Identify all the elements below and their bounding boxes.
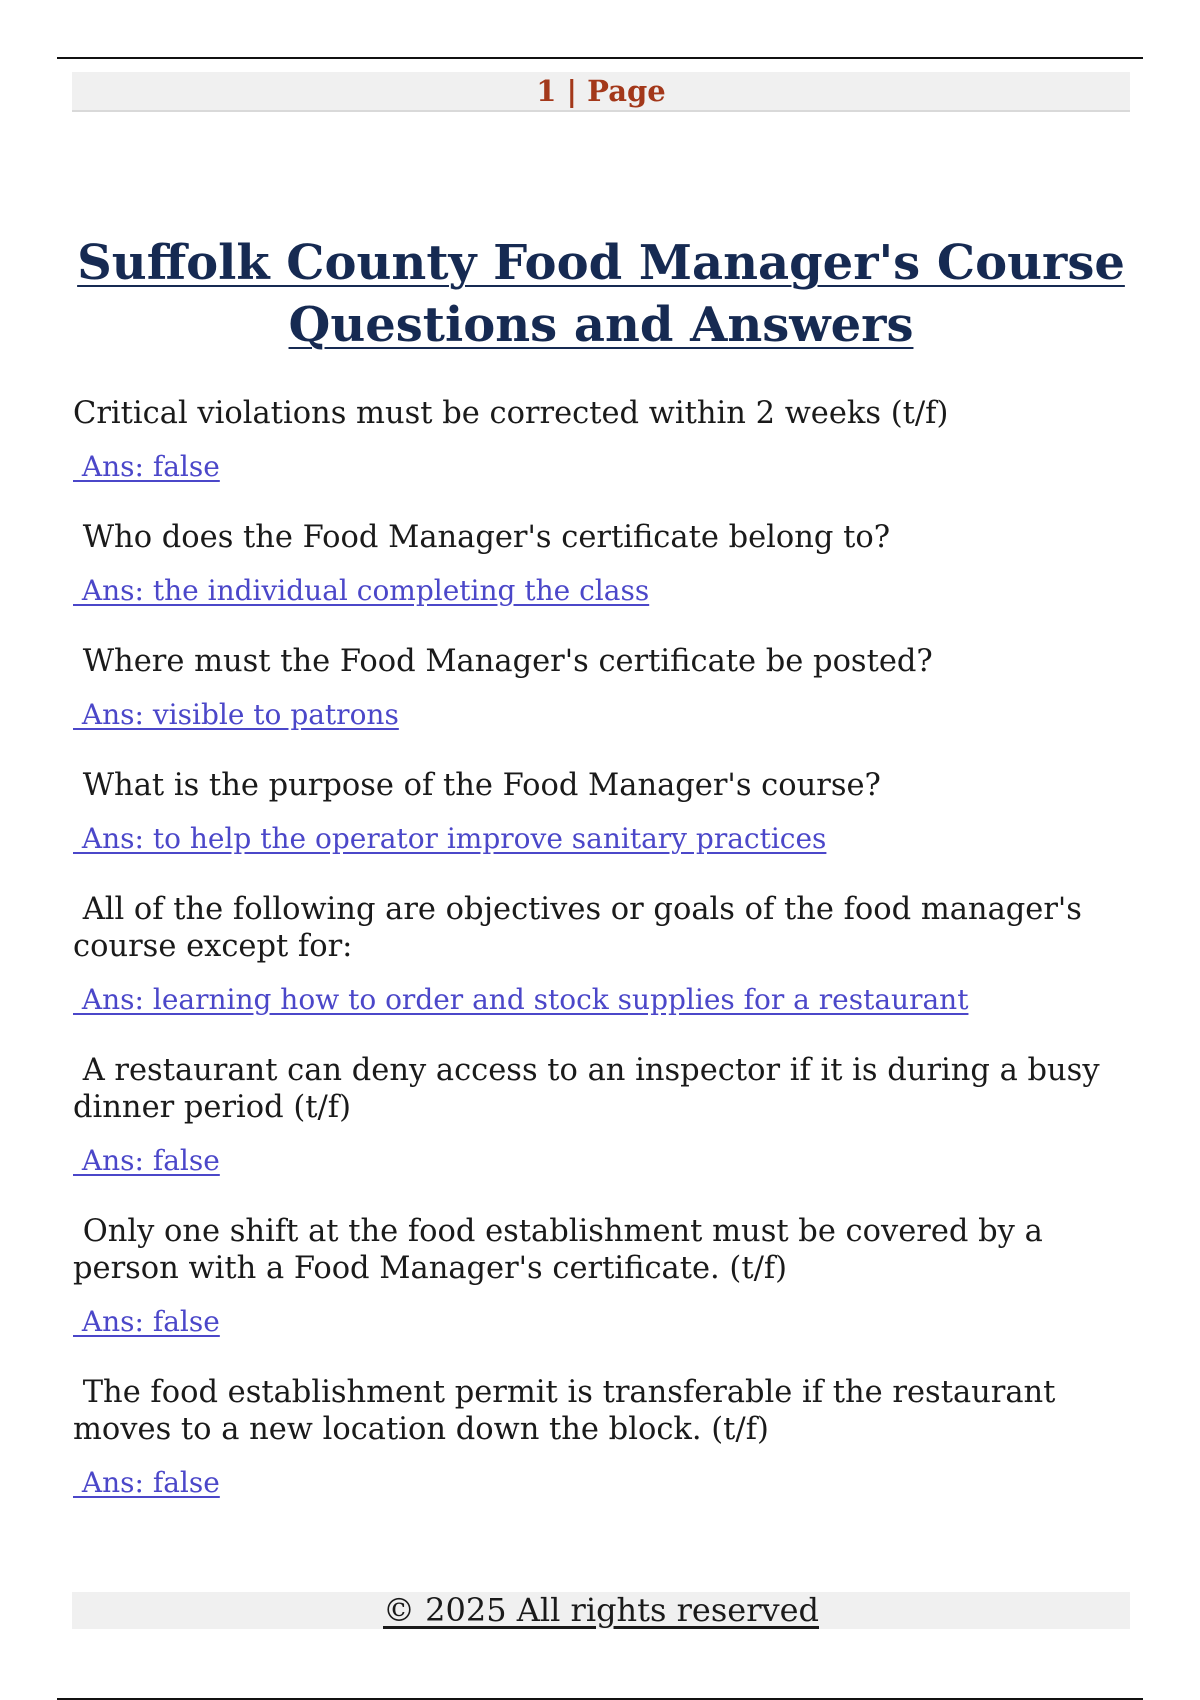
answer-link[interactable]: Ans: learning how to order and stock supplies for a restaurant <box>73 983 969 1016</box>
answer-link[interactable]: Ans: false <box>73 450 220 483</box>
document-title <box>72 232 1130 356</box>
page-header <box>72 72 1130 112</box>
qa-item <box>73 1052 1133 1213</box>
question: Only one shift at the food establishment must be covered by a person with a Food Manager's certificate. (t/f) <box>73 1214 1053 1286</box>
qa-list <box>73 395 1133 1535</box>
answer-link[interactable]: Ans: the individual completing the class <box>73 574 650 607</box>
answer-link[interactable]: Ans: false <box>73 1466 220 1499</box>
answer-link[interactable]: Ans: visible to patrons <box>73 698 399 731</box>
footer-band <box>72 1592 1130 1629</box>
question: All of the following are objectives or goals of the food manager's course except for: <box>73 892 1092 964</box>
question: What is the purpose of the Food Manager's course? <box>73 768 881 803</box>
qa-item <box>73 395 1133 519</box>
question: Critical violations must be corrected within 2 weeks (t/f) <box>73 396 949 431</box>
question: The food establishment permit is transferable if the restaurant moves to a new location down the block. (t/f) <box>73 1375 1066 1447</box>
title-line-1: Suffolk County Food Manager's Course <box>77 235 1125 292</box>
qa-item <box>73 519 1133 643</box>
qa-item <box>73 767 1133 891</box>
question: A restaurant can deny access to an inspector if it is during a busy dinner period (t/f) <box>73 1053 1110 1125</box>
qa-item <box>73 643 1133 767</box>
qa-item <box>73 891 1133 1052</box>
question: Where must the Food Manager's certificate be posted? <box>73 644 933 679</box>
copyright-text: © 2025 All rights reserved <box>383 1591 819 1629</box>
question: Who does the Food Manager's certificate belong to? <box>73 520 891 555</box>
qa-item <box>73 1213 1133 1374</box>
answer-link[interactable]: Ans: to help the operator improve sanitary practices <box>73 822 827 855</box>
page-number-label: 1 | Page <box>536 74 666 108</box>
qa-item <box>73 1374 1133 1535</box>
answer-link[interactable]: Ans: false <box>73 1305 220 1338</box>
title-line-2: Questions and Answers <box>288 297 914 354</box>
top-rule <box>57 57 1143 59</box>
answer-link[interactable]: Ans: false <box>73 1144 220 1177</box>
